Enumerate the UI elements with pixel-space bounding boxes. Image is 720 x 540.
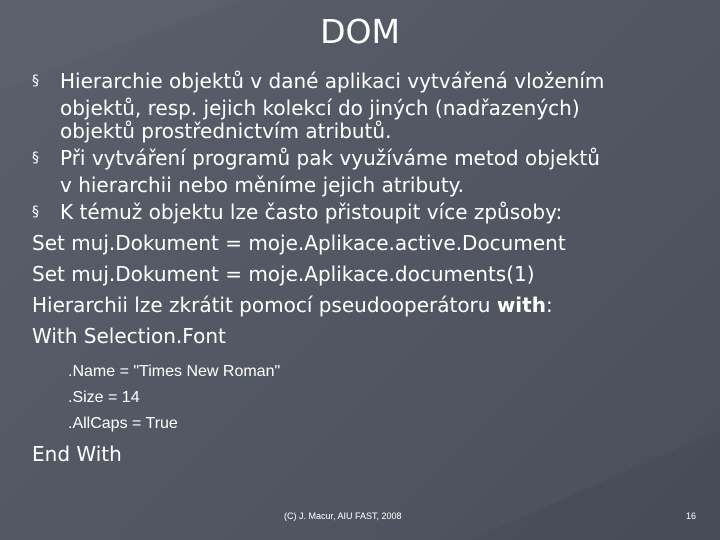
slide-title: DOM (320, 12, 400, 51)
bullet-text (60, 143, 702, 197)
bullet-marker-icon: § (32, 204, 39, 220)
end-with-line: End With (32, 442, 122, 466)
bullet-marker-icon: § (32, 73, 39, 89)
with-explanation-line (32, 290, 702, 321)
slide-content (32, 66, 702, 470)
with-explanation-prefix: Hierarchii lze zkrátit pomocí pseudooperátoru (32, 293, 497, 317)
with-explanation-suffix: : (545, 293, 553, 317)
bullet-line: v hierarchii nebo měníme jejich atributy. (60, 173, 465, 197)
with-keyword: with (496, 293, 546, 317)
code-line: .Name = "Times New Roman" (68, 363, 281, 380)
bullet-text (60, 66, 702, 143)
bullet-item (32, 66, 702, 143)
bullet-item (32, 143, 702, 197)
bullet-line: objektů prostřednictvím atributů. (60, 119, 392, 143)
code-line: .Size = 14 (68, 389, 140, 406)
bullet-line: Hierarchie objektů v dané aplikaci vytvářená vložením (60, 69, 605, 93)
bullet-line: objektů, resp. jejich kolekcí do jiných (nadřazených) (60, 96, 580, 120)
bullet-text (60, 197, 702, 228)
with-body-code (32, 359, 702, 437)
bullet-marker-icon: § (32, 150, 39, 166)
bullet-item (32, 197, 702, 228)
bullet-line: Při vytváření programů pak využíváme metod objektů (60, 146, 600, 170)
footer-copyright: (C) J. Macur, AIU FAST, 2008 (284, 511, 402, 521)
code-example-line: Set muj.Dokument = moje.Aplikace.active.Document (32, 231, 566, 255)
with-start-line: With Selection.Font (32, 324, 226, 348)
page-number: 16 (685, 511, 696, 521)
code-example-line: Set muj.Dokument = moje.Aplikace.documents(1) (32, 262, 535, 286)
code-line: .AllCaps = True (68, 415, 178, 432)
bullet-line: K témuž objektu lze často přistoupit více způsoby: (60, 200, 563, 224)
